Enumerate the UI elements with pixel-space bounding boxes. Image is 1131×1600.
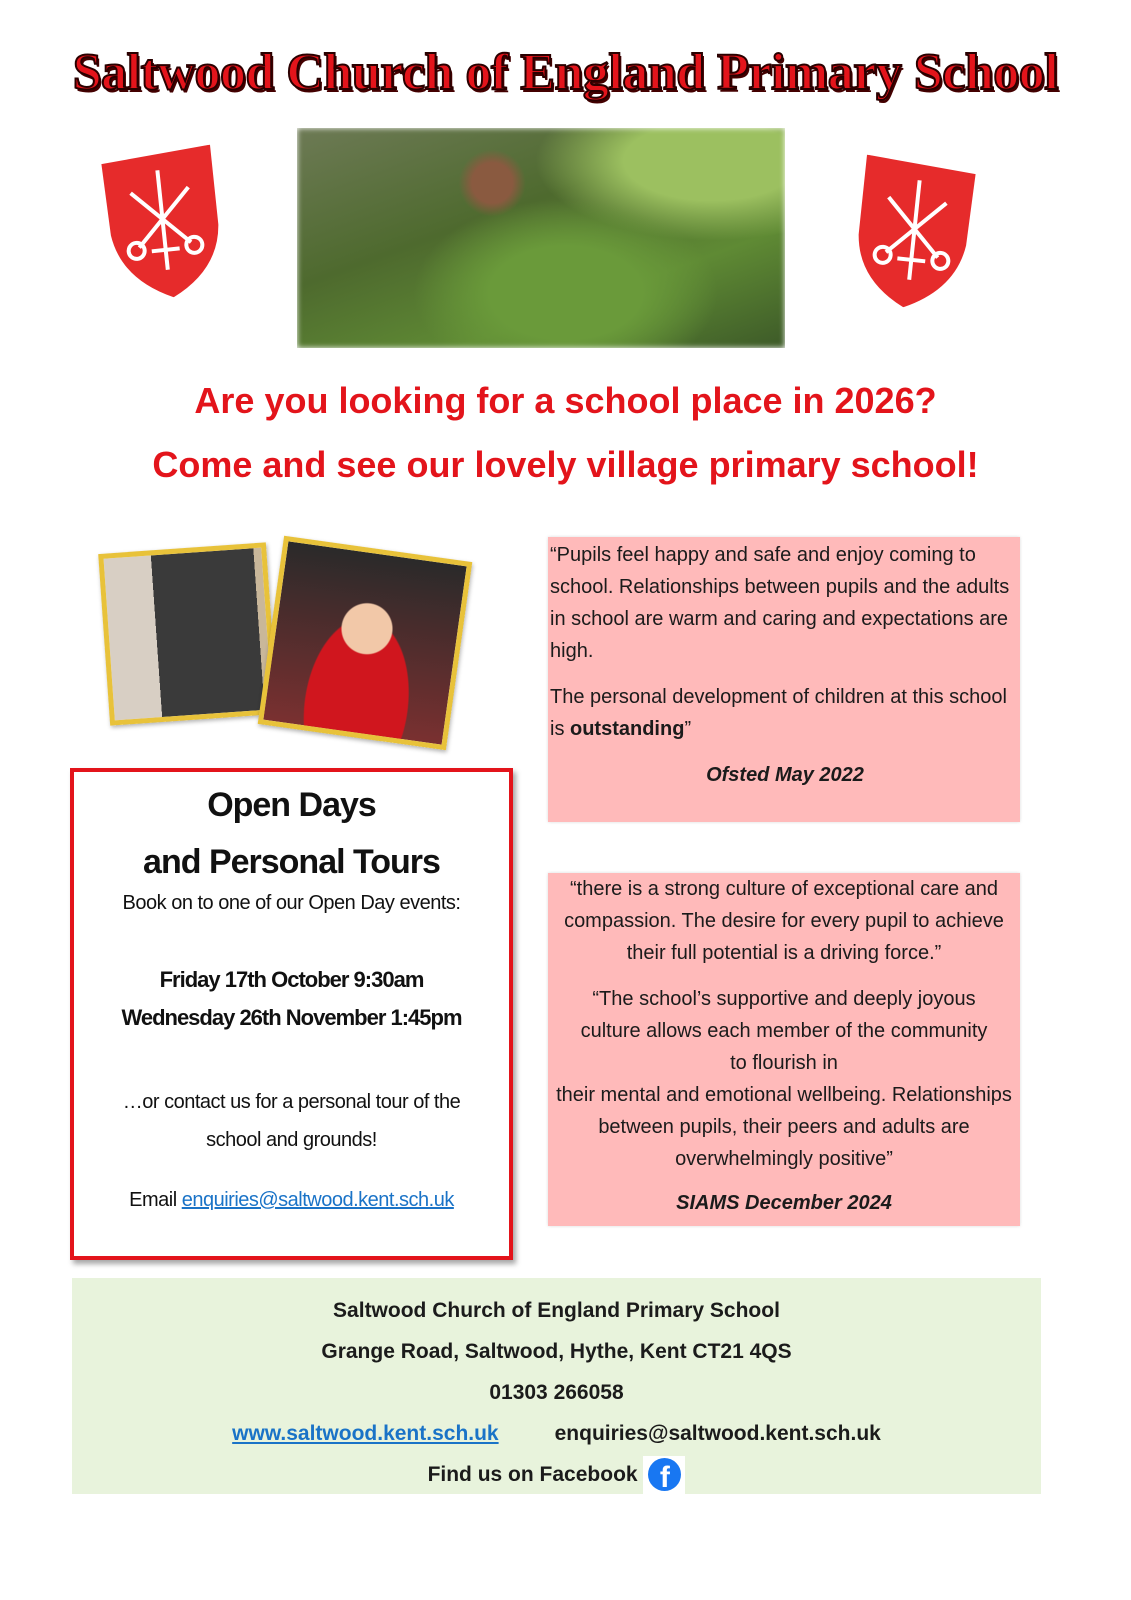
footer-email: enquiries@saltwood.kent.sch.uk [554, 1422, 881, 1445]
ofsted-text: The personal development of children at this school is [550, 686, 1007, 740]
email-link[interactable]: enquiries@saltwood.kent.sch.uk [181, 1189, 454, 1211]
ofsted-quote-box [548, 537, 1020, 822]
school-title: Saltwood Church of England Primary School [72, 44, 1059, 101]
photo-child-chalkboard [98, 542, 278, 725]
headline-invite: Come and see our lovely village primary school! [152, 444, 979, 485]
facebook-icon[interactable]: f [643, 1456, 685, 1494]
open-days-box [70, 768, 513, 1260]
open-day-event-2: Wednesday 26th November 1:45pm [121, 1005, 462, 1030]
footer-school-name: Saltwood Church of England Primary School [333, 1299, 780, 1322]
footer-address: Grange Road, Saltwood, Hythe, Kent CT21 4QS [321, 1340, 792, 1363]
siams-quote-2a: “The school’s supportive and deeply joyous culture allows each member of the community to flourish in [580, 988, 988, 1074]
website-link[interactable]: www.saltwood.kent.sch.uk [232, 1422, 499, 1445]
ofsted-quote-development [550, 681, 1020, 745]
headline-question: Are you looking for a school place in 2026? [194, 380, 937, 421]
photo-child-police-hat [258, 536, 473, 751]
footer-phone: 01303 266058 [489, 1381, 624, 1404]
open-days-email-line [74, 1189, 509, 1212]
siams-quote-2b: their mental and emotional wellbeing. Relationships between pupils, their peers and adults are overwhelmingly positive” [556, 1084, 1012, 1170]
ofsted-quote-close: ” [684, 718, 692, 740]
ofsted-quote-text: “Pupils feel happy and safe and enjoy coming to school. Relationships between pupils and the adults in school are warm and caring and expectations are high. [550, 544, 1010, 662]
school-crest-right [848, 154, 981, 314]
personal-tour-text: …or contact us for a personal tour of the school and grounds! [122, 1091, 461, 1151]
open-days-subtitle: and Personal Tours [143, 843, 440, 881]
email-label: Email [129, 1189, 182, 1211]
ofsted-outstanding: outstanding [570, 718, 685, 740]
siams-quote-1: “there is a strong culture of exceptional care and compassion. The desire for every pupil to achieve their full potential is a driving force.” [564, 878, 1004, 964]
footer-links [72, 1413, 1041, 1454]
open-day-event-1: Friday 17th October 9:30am [159, 967, 424, 992]
contact-footer [72, 1278, 1041, 1494]
aerial-photo-of-school [297, 128, 785, 348]
open-days-intro: Book on to one of our Open Day events: [122, 892, 461, 914]
ofsted-source: Ofsted May 2022 [706, 764, 864, 786]
siams-quote-box [548, 873, 1020, 1226]
facebook-text: Find us on Facebook [427, 1463, 638, 1486]
school-crest-left [97, 144, 230, 304]
siams-source: SIAMS December 2024 [676, 1192, 892, 1214]
facebook-line [72, 1454, 1041, 1495]
open-days-title: Open Days [207, 786, 376, 824]
